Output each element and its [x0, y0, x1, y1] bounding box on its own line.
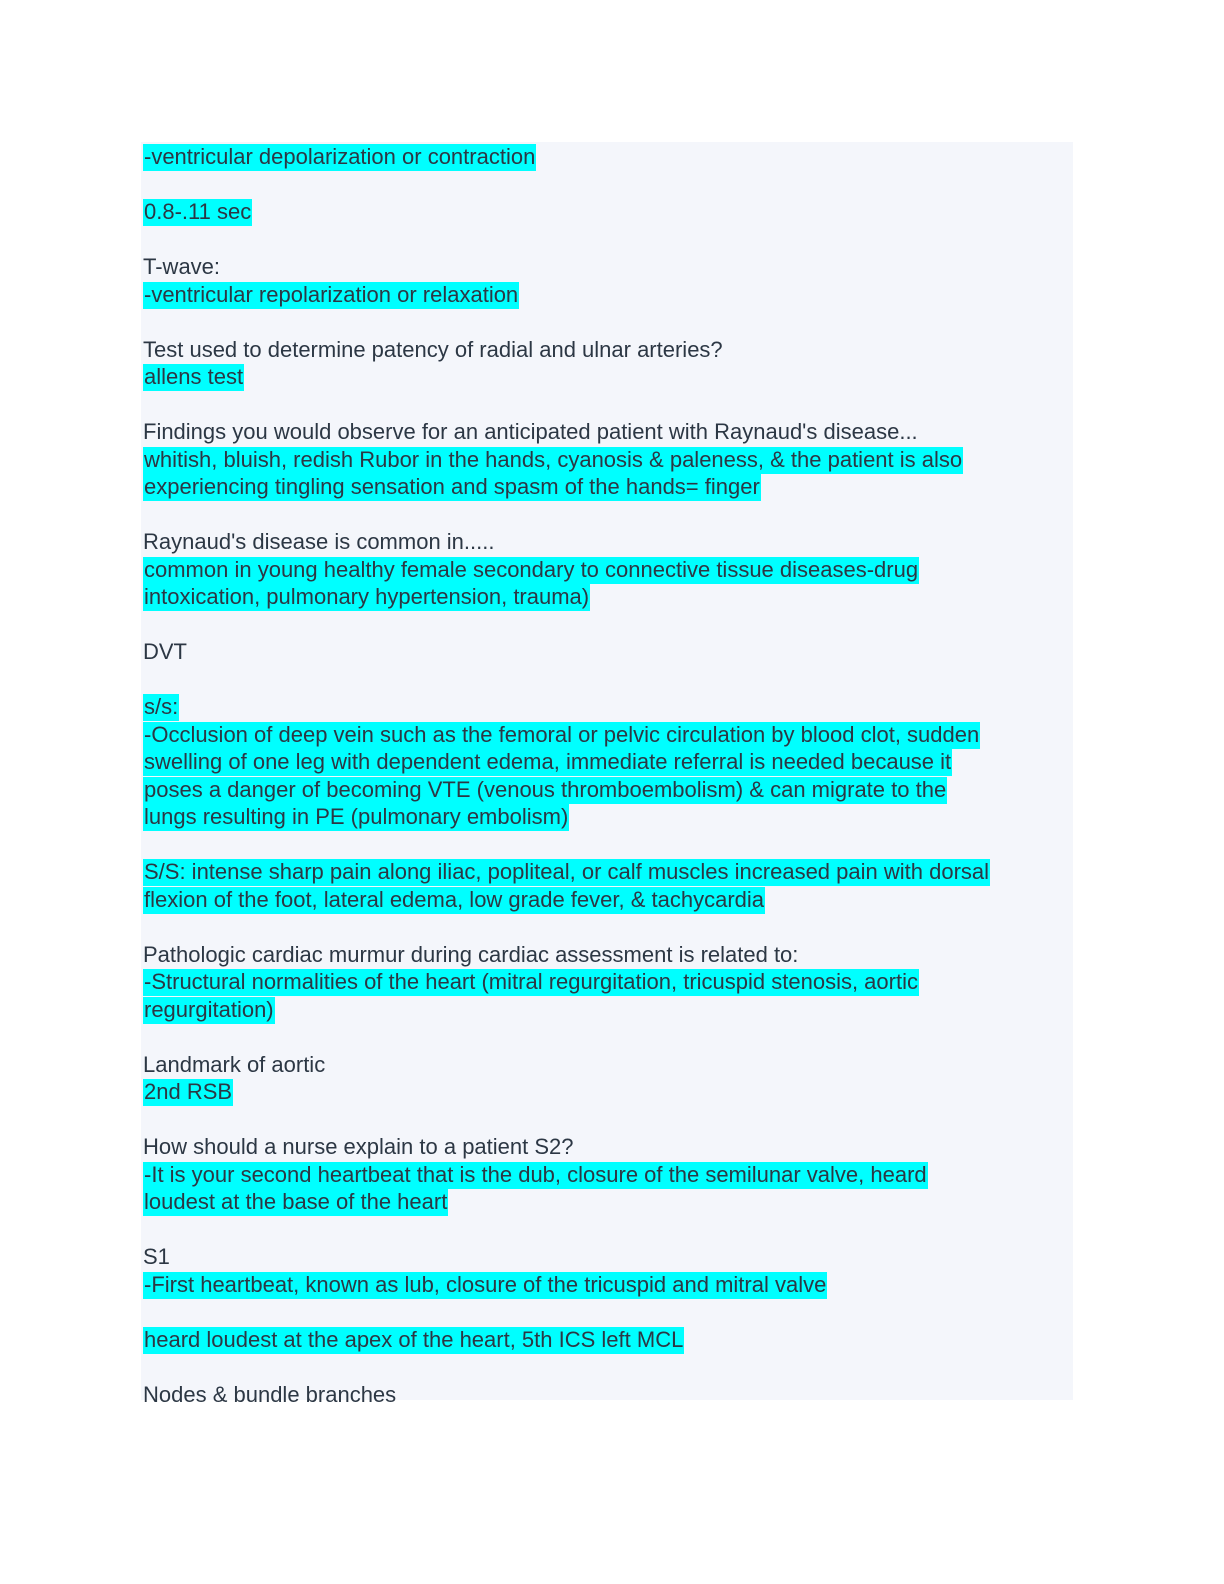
- highlighted-line: [143, 363, 1068, 391]
- highlighted-text: poses a danger of becoming VTE (venous thromboembolism) & can migrate to the: [144, 776, 947, 802]
- highlighted-text: -ventricular depolarization or contraction: [144, 144, 536, 169]
- highlighted-text: heard loudest at the apex of the heart, 5th ICS left MCL: [144, 1326, 684, 1352]
- text-line: [143, 528, 1068, 556]
- highlighted-line: [143, 693, 1068, 721]
- highlighted-line: [143, 281, 1068, 309]
- line-text: Pathologic cardiac murmur during cardiac assessment is related to:: [143, 941, 799, 967]
- highlighted-text: -First heartbeat, known as lub, closure of the tricuspid and mitral valve: [144, 1271, 827, 1297]
- highlighted-line: [143, 1078, 1068, 1106]
- highlighted-line: [143, 473, 1068, 501]
- highlighted-line: [143, 143, 1068, 171]
- line-text: T-wave:: [143, 254, 221, 279]
- highlighted-text: S/S: intense sharp pain along iliac, popliteal, or calf muscles increased pain with dorsal: [144, 859, 990, 884]
- line-text: How should a nurse explain to a patient S2?: [143, 1134, 574, 1159]
- text-line: [143, 1243, 1068, 1271]
- blank-line: [143, 226, 1068, 254]
- text-line: [143, 253, 1068, 281]
- blank-line: [143, 308, 1068, 336]
- line-text: S1: [143, 1244, 170, 1269]
- text-line: [143, 1133, 1068, 1161]
- highlighted-text: loudest at the base of the heart: [144, 1189, 448, 1214]
- blank-line: [143, 1298, 1068, 1326]
- highlighted-line: [143, 446, 1068, 474]
- highlighted-text: whitish, bluish, redish Rubor in the hands, cyanosis & paleness, & the patient is also: [144, 446, 963, 472]
- blank-line: [143, 1106, 1068, 1134]
- blank-line: [143, 171, 1068, 199]
- highlighted-line: [143, 803, 1068, 831]
- highlighted-text: swelling of one leg with dependent edema, immediate referral is needed because it: [144, 749, 952, 774]
- highlighted-text: allens test: [144, 364, 244, 389]
- highlighted-text: -It is your second heartbeat that is the dub, closure of the semilunar valve, heard: [144, 1161, 927, 1187]
- highlighted-text: flexion of the foot, lateral edema, low grade fever, & tachycardia: [144, 886, 765, 912]
- blank-line: [143, 1353, 1068, 1381]
- highlighted-line: [143, 886, 1068, 914]
- document-text: [143, 143, 1068, 1408]
- line-text: Test used to determine patency of radial and ulnar arteries?: [143, 336, 723, 362]
- highlighted-text: experiencing tingling sensation and spasm of the hands= finger: [144, 474, 760, 499]
- line-text: Nodes & bundle branches: [143, 1381, 397, 1407]
- blank-line: [143, 611, 1068, 639]
- highlighted-line: [143, 583, 1068, 611]
- text-line: [143, 336, 1068, 364]
- highlighted-line: [143, 1326, 1068, 1354]
- highlighted-text: 0.8-.11 sec: [144, 199, 252, 224]
- line-text: Raynaud's disease is common in.....: [143, 529, 495, 554]
- blank-line: [143, 1216, 1068, 1244]
- highlighted-text: common in young healthy female secondary to connective tissue diseases-drug: [144, 556, 919, 582]
- highlighted-line: [143, 1161, 1068, 1189]
- highlighted-line: [143, 1271, 1068, 1299]
- highlighted-text: intoxication, pulmonary hypertension, trauma): [144, 584, 590, 609]
- highlighted-text: -Occlusion of deep vein such as the femoral or pelvic circulation by blood clot, sudden: [144, 721, 980, 747]
- text-line: [143, 1381, 1068, 1409]
- highlighted-text: regurgitation): [144, 996, 274, 1022]
- highlighted-line: [143, 748, 1068, 776]
- highlighted-text: lungs resulting in PE (pulmonary embolism): [144, 804, 569, 829]
- highlighted-line: [143, 721, 1068, 749]
- highlighted-text: 2nd RSB: [144, 1079, 233, 1104]
- text-line: [143, 941, 1068, 969]
- blank-line: [143, 1023, 1068, 1051]
- line-text: Landmark of aortic: [143, 1051, 326, 1077]
- blank-line: [143, 913, 1068, 941]
- blank-line: [143, 501, 1068, 529]
- highlighted-line: [143, 968, 1068, 996]
- highlighted-line: [143, 858, 1068, 886]
- blank-line: [143, 391, 1068, 419]
- blank-line: [143, 666, 1068, 694]
- highlighted-text: s/s:: [144, 694, 179, 719]
- blank-line: [143, 831, 1068, 859]
- highlighted-line: [143, 1188, 1068, 1216]
- highlighted-line: [143, 198, 1068, 226]
- line-text: DVT: [143, 639, 187, 664]
- highlighted-line: [143, 776, 1068, 804]
- line-text: Findings you would observe for an anticipated patient with Raynaud's disease...: [143, 419, 918, 444]
- highlighted-text: -ventricular repolarization or relaxation: [144, 281, 519, 307]
- highlighted-line: [143, 556, 1068, 584]
- text-line: [143, 418, 1068, 446]
- text-line: [143, 1051, 1068, 1079]
- text-line: [143, 638, 1068, 666]
- highlighted-line: [143, 996, 1068, 1024]
- highlighted-text: -Structural normalities of the heart (mitral regurgitation, tricuspid stenosis, aortic: [144, 969, 918, 994]
